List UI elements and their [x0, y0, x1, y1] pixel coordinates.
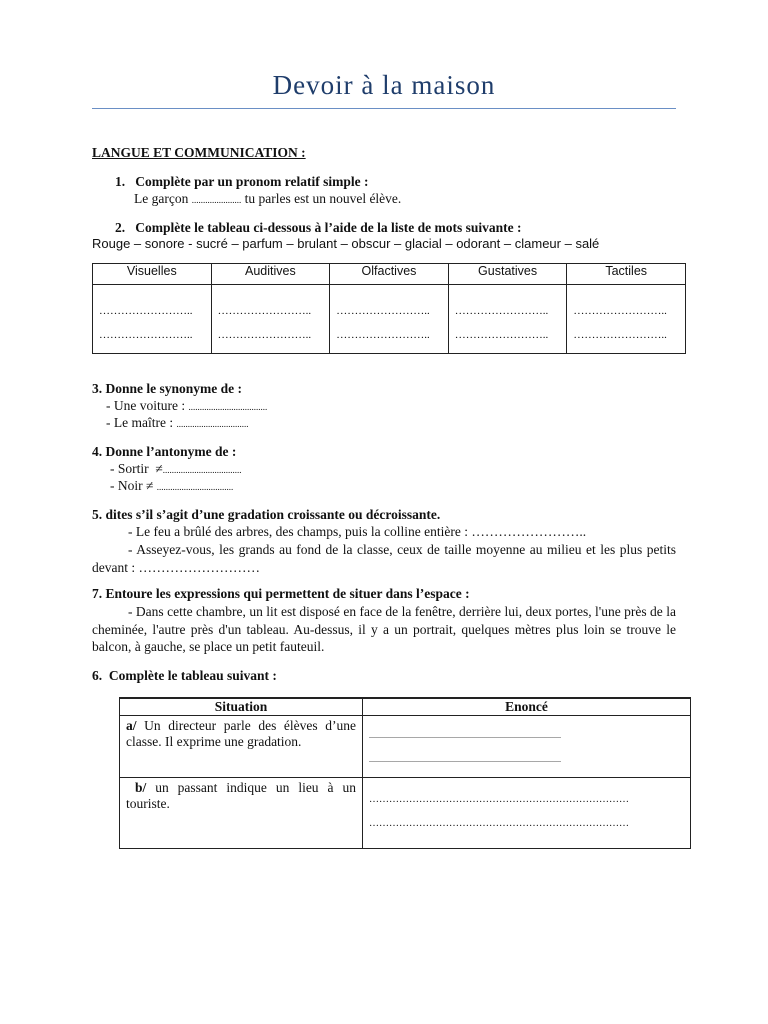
section-heading: LANGUE ET COMMUNICATION : — [92, 145, 306, 160]
cell-auditives[interactable] — [211, 285, 330, 354]
q3-blank[interactable]: ................................ — [176, 419, 249, 429]
enonce-cell-a[interactable] — [363, 716, 691, 778]
q1-sentence-start: Le garçon — [134, 191, 189, 206]
q1-number: 1. — [115, 174, 126, 189]
table-row — [120, 716, 691, 778]
col-auditives: Auditives — [211, 264, 330, 285]
cell-line: …………………….. — [454, 305, 549, 317]
q1-sentence-end: tu parles est un nouvel élève. — [244, 191, 402, 206]
cell-line: …………………….. — [99, 329, 193, 341]
enonce-cell-b[interactable] — [363, 778, 691, 849]
cell-olfactives[interactable] — [330, 285, 449, 354]
situation-text: un passant indique un lieu à un touriste. — [126, 780, 356, 811]
q4-item-label: - Noir — [110, 478, 143, 493]
col-visuelles: Visuelles — [93, 264, 212, 285]
q3-blank[interactable]: ................................... — [188, 402, 268, 412]
q6-number: 6. — [92, 668, 103, 683]
cell-line: …………………….. — [573, 305, 667, 317]
q3-item-2 — [106, 415, 248, 431]
q6-title: Complète le tableau suivant : — [108, 668, 277, 683]
senses-table-header — [93, 264, 686, 285]
situation-cell-a — [120, 716, 363, 778]
senses-table — [92, 263, 686, 354]
q1-heading — [115, 174, 369, 190]
cell-visuelles[interactable] — [93, 285, 212, 354]
cell-line: …………………….. — [217, 329, 312, 341]
q3-item-1 — [106, 398, 267, 414]
q5-line-1: - Le feu a brûlé des arbres, des champs, puis la colline entière : …………………….. — [128, 524, 587, 539]
not-equal-symbol: ≠ — [146, 478, 154, 493]
q4-item-label: - Sortir — [110, 461, 149, 476]
cell-line: …………………….. — [454, 329, 549, 341]
q1-title: Complète par un pronom relatif simple : — [135, 174, 369, 189]
cell-gustatives[interactable] — [448, 285, 567, 354]
col-gustatives: Gustatives — [448, 264, 567, 285]
col-situation: Situation — [120, 698, 363, 716]
q4-item-1 — [110, 461, 242, 477]
cell-line: …………………….. — [217, 305, 312, 317]
cell-line: …………………….. — [573, 329, 667, 341]
q6-heading — [92, 668, 277, 684]
q5-line-2: - Asseyez-vous, les grands au fond de la classe, ceux de taille moyenne au milieu et les plus petits devant : ……………………… — [92, 542, 676, 575]
situation-cell-b — [120, 778, 363, 849]
q2-number: 2. — [115, 220, 126, 235]
q4-blank[interactable]: ................................... — [162, 465, 242, 475]
row-tag: b/ — [134, 780, 147, 795]
q1-blank[interactable]: ...................... — [191, 195, 242, 205]
cell-line: …………………….. — [99, 305, 193, 317]
cell-line: …………………….. — [336, 329, 430, 341]
cell-line: …………………….. — [336, 305, 430, 317]
cell-tactiles[interactable] — [567, 285, 686, 354]
q3-item-label: - Une voiture : — [106, 398, 186, 413]
col-olfactives: Olfactives — [330, 264, 449, 285]
q5-heading: 5. dites s’il s’agit d’une gradation croissante ou décroissante. — [92, 507, 441, 522]
table-row — [93, 285, 686, 354]
not-equal-symbol: ≠ — [155, 461, 163, 476]
answer-line: …………………………………………………………………… — [369, 794, 629, 805]
q4-blank[interactable]: .................................. — [156, 482, 234, 492]
q7-text[interactable]: - Dans cette chambre, un lit est disposé en face de la fenêtre, derrière lui, deux portes, l'une près de la cheminée, l'autre près d'un tableau. Au-dessus, il y a un portrait, quelques mètres plus loin se trouve le balcon, à gauche, se place un petit fauteuil. — [92, 604, 676, 654]
q7-heading: 7. Entoure les expressions qui permettent de situer dans l’espace : — [92, 586, 470, 601]
situation-text: Un directeur parle des élèves d’une classe. Il exprime une gradation. — [126, 718, 356, 749]
answer-line: …………………………………………………………………… — [369, 818, 629, 829]
q1-sentence — [134, 191, 401, 207]
situation-table-header — [120, 698, 691, 716]
q4-item-2 — [110, 478, 233, 494]
col-enonce: Enoncé — [363, 698, 691, 716]
page-title: Devoir à la maison — [272, 70, 496, 100]
q4-heading: 4. Donne l’antonyme de : — [92, 444, 237, 459]
q2-title: Complète le tableau ci-dessous à l’aide de la liste de mots suivante : — [135, 220, 522, 235]
q2-heading — [115, 220, 521, 236]
answer-line: ................................................................................................ — [369, 755, 561, 764]
col-tactiles: Tactiles — [567, 264, 686, 285]
situation-table — [119, 697, 691, 849]
row-tag: a/ — [126, 718, 137, 733]
title-underline — [92, 108, 676, 109]
q3-heading: 3. Donne le synonyme de : — [92, 381, 243, 396]
table-row — [120, 778, 691, 849]
answer-line: ................................................................................................ — [369, 731, 561, 740]
q3-item-label: - Le maître : — [106, 415, 174, 430]
q2-word-list: Rouge – sonore - sucré – parfum – brulant – obscur – glacial – odorant – clameur – salé — [92, 236, 600, 251]
